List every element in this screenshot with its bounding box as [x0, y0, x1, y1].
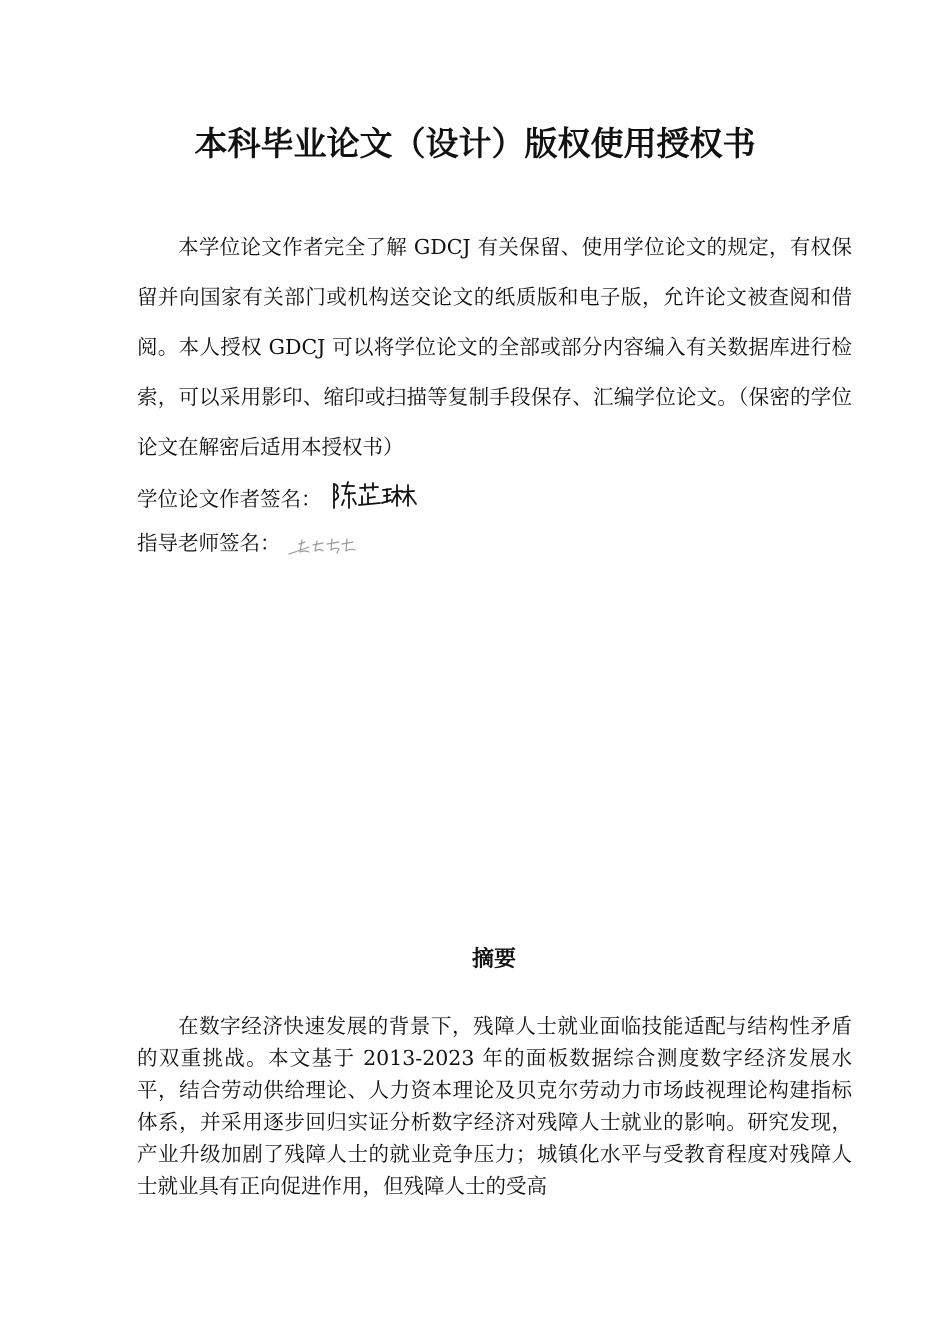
- advisor-signature-label: 指导老师签名：: [137, 531, 281, 555]
- author-signature-image: [328, 478, 418, 514]
- author-signature-row: [137, 478, 418, 514]
- copyright-paragraph: 本学位论文作者完全了解 GDCJ 有关保留、使用学位论文的规定，有权保留并向国家有关部门或机构送交论文的纸质版和电子版，允许论文被查阅和借阅。本人授权 GDCJ 可以将学位论文的全部或部分内容编入有关数据库进行检索，可以采用影印、缩印或扫描等复制手段保存、汇编学位论文。（保密的学位论文在解密后适用本授权书）: [137, 235, 852, 459]
- abstract-paragraph: 在数字经济快速发展的背景下，残障人士就业面临技能适配与结构性矛盾的双重挑战。本文基于 2013-2023 年的面板数据综合测度数字经济发展水平，结合劳动供给理论、人力资本理论及贝克尔劳动力市场歧视理论构建指标体系，并采用逐步回归实证分析数字经济对残障人士就业的影响。研究发现，产业升级加剧了残障人士的就业竞争压力；城镇化水平与受教育程度对残障人士就业具有正向促进作用，但残障人士的受高: [137, 1014, 852, 1198]
- author-signature-label: 学位论文作者签名：: [137, 487, 322, 511]
- advisor-signature-row: [137, 528, 365, 558]
- abstract-title: 摘要: [471, 947, 516, 972]
- copyright-title: 本科毕业论文（设计）版权使用授权书: [194, 124, 756, 163]
- advisor-signature-image: [287, 536, 365, 558]
